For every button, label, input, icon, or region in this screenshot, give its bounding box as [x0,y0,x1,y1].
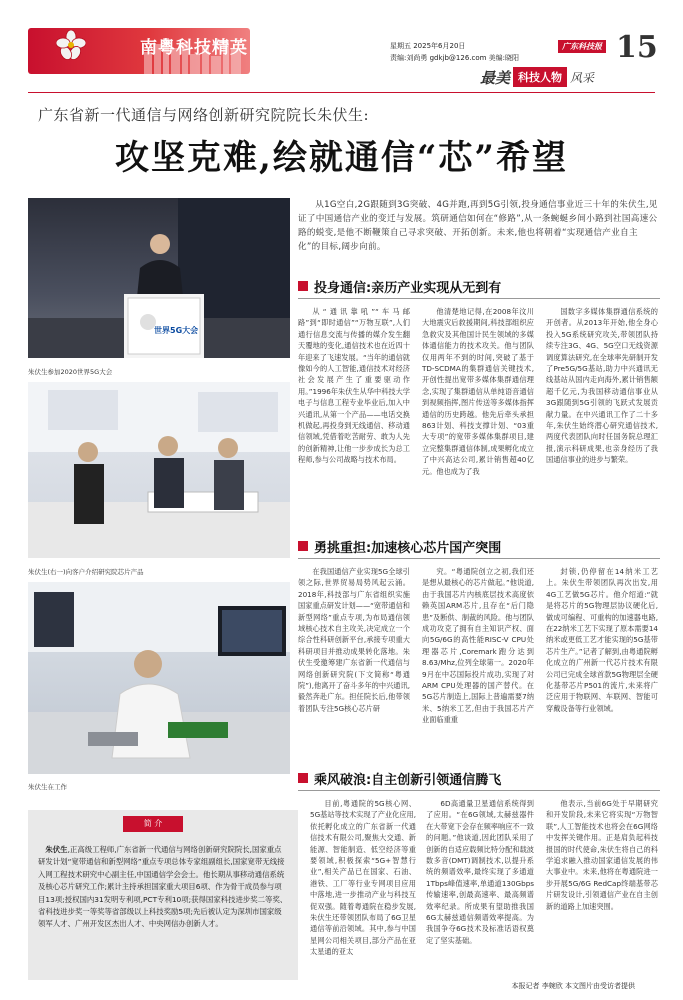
paragraph: 他清楚地记得,在2008年汶川大地震灾后救援期间,科技部组织应急救灾及其他国计民生领域的多媒体通信能力的技术攻关。他与团队仅用两年不到的时间,突破了基于TD-SCDMA的集群通信关键技术,开创性提出宽带多媒体集群通信理念,实现了集群通信从单纯语音通信到视频指挥,图片传送等多媒体指挥通信的历史跨越。他先后牵头承担863计划、科技支撑计划、“03重大专项”的宽带多媒体集群项目,建立完整集群通信体制,成果孵化成立了中兴高达公司,累计销售超40亿元。他也成为了我 [422,307,534,476]
page-number: 15 [616,30,658,65]
header-meta [390,40,519,64]
section-title-3: 乘风破浪:自主创新引领通信腾飞 [314,772,502,788]
section2-column-3 [546,566,658,762]
section3-column-3 [546,798,658,978]
article-credit: 本报记者 李婉欣 本文图片由受访者提供 [511,982,635,990]
photo-lab-tour [28,382,290,558]
paragraph: 目前,粤通院的5G核心网、5G基站等技术实现了产业化应用,依托孵化成立的广东省新一代通信技术有限公司,聚焦大交通、新能源、智能制造、低空经济等重要领域,积极探索“5G+智慧行业”,相关产品已在国家、石油、港铁、工厂等行业专网项目应用中落地,进一步推动产业与科技互促双强。随着粤通院在稳步发展,朱伏生还带领团队布局了6G卫星通信等前沿领域。其中,参与中国星网公司相关项目,部分产品在亚太星通的亚太 [310,799,416,957]
issue-date: 星期五 2025年6月20日 [390,42,466,50]
lab-tour-scene-icon [28,382,290,558]
section3-column-1 [310,798,416,978]
editor-line: 责编:刘尚勇 gdkjb@126.com 美编:晓阳 [390,54,520,62]
section-rule [298,790,660,791]
section-marker [298,281,308,291]
section-marker [298,773,308,783]
section1-column-1 [298,306,410,538]
section-title-2: 勇挑重担:加速核心芯片国产突围 [314,540,502,556]
section-header-2 [298,536,660,556]
column-tag [480,66,594,88]
column-word-2: 科技人物 [513,67,567,87]
photo-caption-2: 朱伏生(右一)向客户介绍研究院芯片产品 [28,568,144,576]
section-title-1: 投身通信:亲历产业实现从无到有 [314,280,502,296]
section2-column-1 [298,566,410,762]
paragraph: 封锁,仍停留在14纳米工艺上。朱伏生带领团队再次出发,用4G工艺做5G芯片。他介绍道:“就是将芯片的5G物理层协议硬化后,做成可编程、可重构的加速器电路,在22纳米工艺下实现了原本需要14纳米或更低工艺才能实现的5G基带芯片生产。”记者了解到,由粤通院孵化成立的广州新一代芯片技术有限公司已完成全球首款5G物理层全硬化基带芯片P501的流片,未来将广泛应用于物联网、车联网、智能可穿戴设备等行业领域。 [546,567,658,713]
section1-column-3 [546,306,658,538]
profile-text [38,844,288,931]
work-scene-icon [28,582,290,774]
profile-description: ,正高级工程师,广东省新一代通信与网络创新研究院院长,国家重点研发计划“宽带通信和新型网络”重点专项总体专家组副组长,国家宽带无线接入网工程技术研究中心副主任,中国通信学会会士。他长期从事移动通信系统及核心芯片研究工作;累计主持承担国家重大项目6项、作为骨干成员参与项目13项;授权国内31发明专利项,PCT专利10项;获得国家科技进步奖二等奖、省科技进步奖一等奖等省部级以上科技奖励5项;先后被认定为深圳市国家级领军人才、广州开发区杰出人才、中央网信办创新人才。 [38,845,288,929]
section-rule [298,298,660,299]
paragraph: 6D高通量卫星通信系统得到了应用。“在6G领域,太赫兹器件在大带宽下会存在频率响应不一致的问题。”他谈道,因此团队采用了创新的自适应载频比特分配和载波数多音(DMT)调制技术,以提升系统的频谱效率,最终实现了多通道1Tbps峰值速率,单通道130Gbps传输速率,创最高速率、最高频谱效率纪录。所成果有望助推我国6G太赫兹通信频谱效率提高。为我国争夺6G技术及标准话语权奠定了坚实基础。 [426,799,534,945]
section1-column-2 [422,306,534,538]
column-word-1: 最美 [480,68,511,87]
column-word-3: 风采 [570,70,595,85]
photo-caption-3: 朱伏生在工作 [28,783,67,791]
photo-at-work [28,582,290,774]
header-divider [28,92,655,93]
kapok-flower-icon [56,30,86,60]
section-header-1 [298,276,660,296]
newspaper-logo: 广东科技报 [558,40,606,53]
article-kicker: 广东省新一代通信与网络创新研究院院长朱伏生: [38,106,370,124]
profile-name: 朱伏生 [45,845,68,854]
section-rule [298,558,660,559]
section-header-3 [298,768,660,788]
section2-column-2 [422,566,534,762]
profile-tab: 简 介 [123,816,183,832]
article-headline: 攻坚克难,绘就通信“芯”希望 [115,138,568,178]
article-lead: 从1G空白,2G跟随到3G突破、4G并跑,再到5G引领,投身通信事业近三十年的朱伏生,见证了中国通信产业的变迁与发展。筑研通信如何在“修路”,从一条蜿蜒乡间小路到社国高速公路的蜕变,是他不断鞭策自己寻求突破、开拓创新。未来,他也将朝着“实现通信产业自主化”的目标,阔步向前。 [298,200,658,252]
paragraph: 究。“粤通院创立之初,我们还是想从最核心的芯片做起。”他说道,由于我国芯片内核底层技术高度依赖英国ARM芯片,且存在“后门隐患”及断供、制裁的风险。他与团队成功攻克了拥有自主知识产权、面向5G/6G的高性能RISC-V CPU处理器芯片,Coremark跑分达到8.63/Mhz,位列全球第一。2020年9月在中芯国际投片成功,实现了对ARM CPU处理器的国产替代。在5G芯片制造上,国际上普遍需要7纳米、5纳米工艺,但由于我国芯片产业面临重重 [422,567,534,725]
podium-sign: 世界5G大会 [154,326,199,335]
section3-column-2 [426,798,534,978]
photo-conference [28,198,290,358]
paragraph: 他表示,当前6G处于早期研究和开发阶段,未来它将实现“万物智联”,人工智能技术也将会在6G网络中发挥关键作用。正是肩负起科技报国的时代使命,朱伏生将自己的科学追求融入推动国家通信发展的伟大事业中。未来,他将在粤通院进一步开展5G/6G RedCap终端基带芯片研发设计,引领通信产业在自主创新的道路上加速突围。 [546,799,658,911]
photo-caption-1: 朱伏生参加2020世界5G大会 [28,368,113,376]
paragraph: 国数字多媒体集群通信系统的开创者。从2013年开始,他全身心投入5G系统研究攻关,带领团队持续专注3G、4G、5G空口无线资源调度算法研究,在全球率先研制开发了Pre5G/5G基站,助力中兴通讯无线基站从国内走向海外,累计销售额超千亿元,为我国移动通信事业从3G跟随到5G引领的飞跃式发展贡献力量。在中兴通讯工作了二十多年,朱伏生始终潜心研究通信技术,两度代表团队向时任国务院总理汇报,演示科研成果,也亲身经历了我国通信事业的进步与繁荣。 [546,307,658,465]
paragraph: 在我国通信产业实现5G全球引领之际,世界贸易局势风起云涌。2018年,科技部与广东省组织实施国家重点研发计划——“宽带通信和新型网络”重点专项,为布局通信领域核心技术自主攻关,决定成立一个综合性科研创新平台,承接专项重大科研项目并推动成果转化落地。朱伏生受邀筹建广东省新一代通信与网络创新研究院(下文简称“粤通院”),他离开了奋斗多年的中兴通讯,毅然奔赴广东。担任院长后,他带领着团队专注5G核心芯片研 [298,567,410,713]
section-marker [298,541,308,551]
section-title: 南粤科技精英 [140,38,248,58]
paragraph: 从“通讯靠吼”“车马邮路”到“即时通信”“万物互联”,人们通行信息交流与传播的媒介发生翻天覆地的变化,通信技术也在近四十年迎来了飞速发展。“当年的通信就像如今的人工智能,通信技术对经济社会发展产生了重要驱动作用。”1996年朱伏生从华中科技大学电子与信息工程专业毕业后,加入中兴通讯,从第一个产品——电话交换机做起,再投身到无线通信、移动通信领域,凭借着吃苦耐劳、敢为人先的创新精神,让他一步步成长为总工程师,参与公司战略与技术布局。 [298,307,410,465]
profile-box [28,810,298,980]
